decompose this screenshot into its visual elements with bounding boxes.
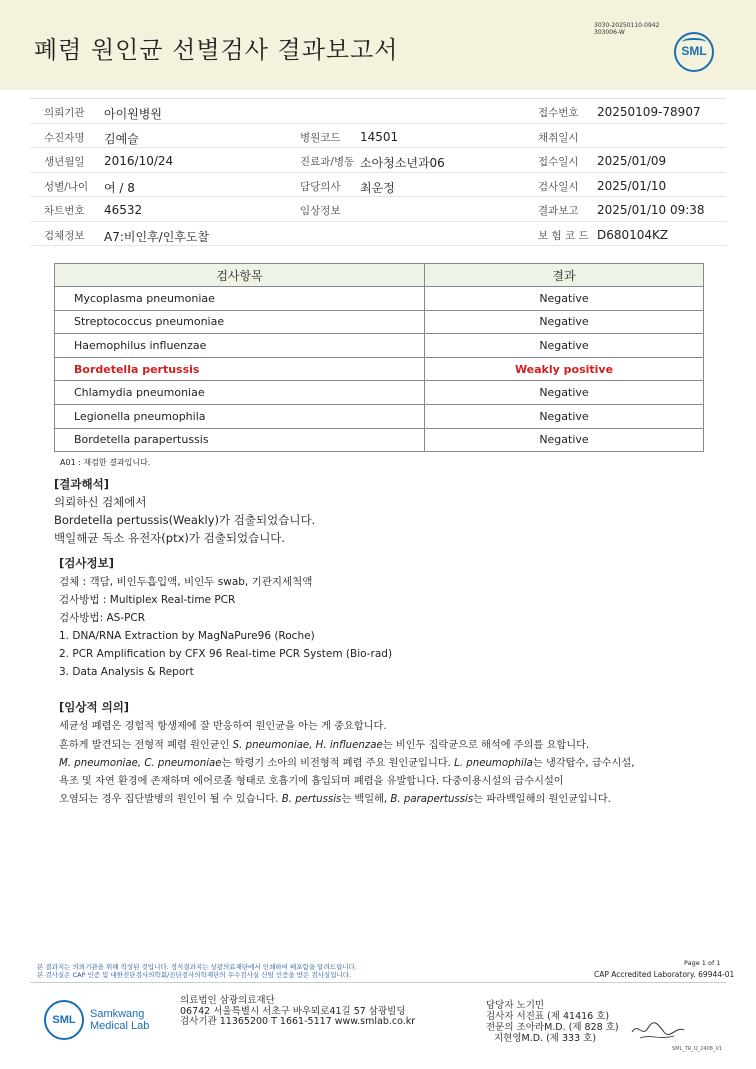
footer-divider [30, 982, 726, 983]
info-value: 20250109-78907 [597, 105, 701, 119]
page-number: Page 1 of 1 [684, 959, 721, 967]
form-code: SML_TR_Q_2408_V1 [672, 1046, 723, 1052]
test-item: Haemophilus influenzae [55, 334, 425, 358]
info-label: 병원코드 [300, 131, 341, 144]
signature [630, 1018, 686, 1042]
clinical-heading: [임상적 의의] [59, 700, 130, 714]
table-row [55, 310, 704, 334]
info-label: 담당의사 [300, 180, 341, 193]
table-row [55, 357, 704, 381]
test-item: Legionella pneumophila [55, 404, 425, 428]
test-result: Weakly positive [425, 357, 704, 381]
retest-note: A01 : 재검한 결과입니다. [60, 458, 151, 467]
table-row [55, 287, 704, 311]
interpretation-section: [결과해석] 의뢰하신 검체에서 Bordetella pertussis(Weakly)가 검출되었습니다. 백일해균 독소 유전자(ptx)가 검출되었습니다. [54, 477, 316, 545]
info-value: D680104KZ [597, 227, 669, 242]
report-title: 폐렴 원인균 선별검사 결과보고서 [34, 36, 399, 64]
info-value: 소아청소년과06 [360, 156, 445, 170]
test-item: Mycoplasma pneumoniae [55, 287, 425, 311]
table-row [55, 381, 704, 405]
test-result: Negative [425, 287, 704, 311]
info-value: A7:비인후/인후도찰 [104, 229, 210, 244]
info-label: 결과보고 [538, 205, 579, 217]
info-label: 성별/나이 [44, 180, 89, 193]
test-info-heading: [검사정보] [59, 556, 114, 570]
info-row [30, 148, 726, 173]
results-table [54, 263, 704, 452]
info-value: 여 / 8 [104, 180, 135, 195]
info-label: 접수번호 [538, 107, 579, 119]
info-value: 아이원병원 [104, 107, 162, 121]
footer-logo: SML [44, 1000, 84, 1040]
info-label: 수진자명 [44, 131, 85, 144]
info-row [30, 173, 726, 198]
table-row [55, 404, 704, 428]
footer-staff: 담당자 노기민 검사자 서진표 (제 41416 호) 전문의 조아라M.D. (제 828 호) 지현영M.D. (제 333 호) [486, 1000, 619, 1044]
info-value: 2025/01/10 09:38 [597, 203, 705, 217]
info-value: 최운정 [360, 180, 395, 195]
test-result: Negative [425, 334, 704, 358]
info-row [30, 124, 726, 149]
info-label: 검체정보 [44, 229, 85, 242]
table-row [55, 334, 704, 358]
info-value: 2016/10/24 [104, 154, 174, 168]
info-label: 채취일시 [538, 131, 579, 144]
info-value: 김예슬 [104, 131, 139, 146]
info-label: 임상정보 [300, 205, 341, 217]
footer-address: 의료법인 삼광의료재단 06742 서울특별시 서초구 바우뫼로41길 57 삼광빌딩 검사기관 11365200 T 1661-5117 www.smlab.co.kr [180, 995, 416, 1027]
test-result: Negative [425, 310, 704, 334]
info-label: 진료과/병동 [300, 156, 355, 168]
info-row [30, 197, 726, 222]
sml-logo: SML [674, 32, 714, 72]
test-result: Negative [425, 404, 704, 428]
col-item-header: 검사항목 [55, 264, 425, 287]
info-row [30, 222, 726, 247]
info-label: 검사일시 [538, 180, 579, 193]
test-info-section: [검사정보] 검체 : 객담, 비인두흡입액, 비인두 swab, 기관지세척액 검사방법 : Multiplex Real-time PCR 검사방법: AS-PCR 1. DNA/RNA Extraction by MagNaPure96 (Roche) 2. PCR Amplification by CFX 96 Real-time PCR System (Bio-rad) 3. Data Analysis & Report [59, 556, 393, 678]
footer-brand: Samkwang Medical Lab [90, 1008, 150, 1032]
info-label: 보 험 코 드 [538, 229, 589, 242]
test-item: Streptococcus pneumoniae [55, 310, 425, 334]
info-value: 2025/01/10 [597, 178, 667, 193]
info-value: 46532 [104, 203, 143, 217]
test-item: Chlamydia pneumoniae [55, 381, 425, 405]
patient-info [30, 98, 726, 246]
table-row [55, 428, 704, 452]
clinical-section: [임상적 의의] 세균성 폐렴은 경험적 항생제에 잘 반응하여 원인균을 아는 게 중요합니다. 흔하게 발견되는 전형적 폐렴 원인균인 S. pneumoniae, H. influenzae는 비인두 집락균으로 해석에 주의를 요합니다. M. pneumoniae, C. pneumoniae는 학령기 소아의 비전형적 폐렴 주요 원인균입니다. L. pneumophila는 냉각탑수, 급수시설, 욕조 및 자연 환경에 존재하며 에어로졸 형태로 호흡기에 흡입되며 폐렴을 유발합니다. 다중이용시설의 급수시설이 오염되는 경우 집단발병의 원인이 될 수 있습니다. B. pertussis는 백일해, B. parapertussis는 파라백일해의 원인균입니다. [59, 700, 635, 806]
info-label: 접수일시 [538, 156, 579, 168]
disclaimer: 본 결과지는 의뢰기관을 위해 작성된 것입니다. 정식결과지는 상광의료재단에서 인쇄하여 배포함을 알려드립니다. 본 검사실은 CAP 인증 및 대한진단검사의학회/진단검사의학재단의 우수검사실 신임 인증을 받은 검사실입니다. [37, 963, 357, 979]
cap-accreditation: CAP Accredited Laboratory. 69944-01 [594, 970, 735, 979]
interpretation-heading: [결과해석] [54, 477, 109, 491]
info-row [30, 99, 726, 124]
info-label: 생년월일 [44, 156, 85, 168]
test-result: Negative [425, 381, 704, 405]
info-value: 2025/01/09 [597, 154, 667, 168]
info-label: 의뢰기관 [44, 107, 85, 119]
test-result: Negative [425, 428, 704, 452]
info-value: 14501 [360, 129, 399, 144]
test-item: Bordetella pertussis [55, 357, 425, 381]
report-header [0, 0, 756, 90]
info-label: 차트번호 [44, 205, 85, 217]
col-result-header: 결과 [425, 264, 704, 287]
test-item: Bordetella parapertussis [55, 428, 425, 452]
report-code: 3030-20250110-0942 303006-W [594, 22, 660, 36]
